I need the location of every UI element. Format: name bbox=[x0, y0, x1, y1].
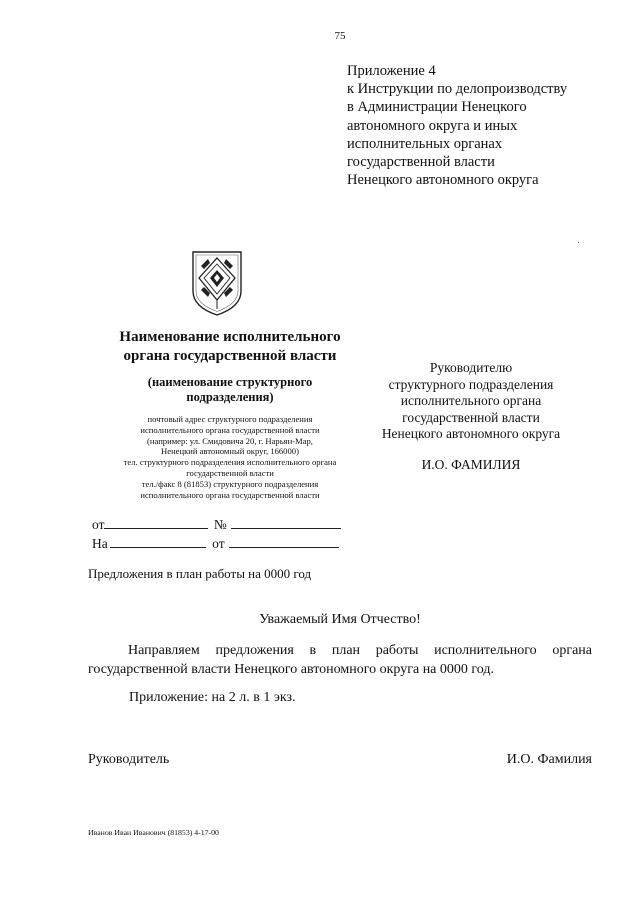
reference-number-blank bbox=[110, 535, 206, 548]
address-line: государственной власти bbox=[186, 467, 274, 478]
address-line: исполнительного органа государственной власти bbox=[140, 489, 320, 500]
appendix-line: в Администрации Ненецкого bbox=[347, 99, 527, 116]
subdivision-name-line: (наименование структурного bbox=[147, 375, 313, 389]
letter-body: Направляем предложения в план работы исполнительного органа государственной власти Ненецкого автономного округа на 0000 год. bbox=[88, 643, 592, 677]
address-line: тел./факс 8 (81853) структурного подразделения bbox=[141, 478, 319, 489]
number-blank bbox=[231, 516, 341, 529]
sender-address-block bbox=[80, 414, 380, 500]
reference-from-label: от bbox=[212, 536, 225, 551]
subdivision-name-line: подразделения) bbox=[186, 390, 274, 404]
appendix-line: к Инструкции по делопроизводству bbox=[347, 81, 568, 98]
signature-name: И.О. Фамилия bbox=[506, 752, 592, 767]
recipient-line: Руководителю bbox=[429, 360, 513, 375]
organization-name bbox=[80, 328, 380, 365]
reference-date-blank bbox=[229, 535, 339, 548]
appendix-line: исполнительных органах bbox=[347, 135, 503, 152]
address-line: тел. структурного подразделения исполнительного органа bbox=[123, 457, 337, 468]
appendix-line: Ненецкого автономного округа bbox=[347, 172, 539, 189]
recipient-line: исполнительного органа bbox=[400, 393, 542, 409]
coat-of-arms-icon bbox=[190, 249, 244, 317]
organization-name-line: органа государственной власти bbox=[123, 347, 337, 364]
signature-title: Руководитель bbox=[88, 752, 170, 767]
subdivision-name bbox=[80, 375, 380, 405]
appendix-line: Приложение 4 bbox=[347, 63, 436, 79]
reference-label: На bbox=[92, 536, 108, 551]
appendix-line: государственной власти bbox=[347, 154, 495, 171]
recipient-line: структурного подразделения bbox=[388, 376, 554, 392]
registration-line-outgoing bbox=[92, 516, 341, 533]
letter-attachment: Приложение: на 2 л. в 1 экз. bbox=[129, 690, 296, 705]
registration-line-reference bbox=[92, 535, 339, 552]
recipient-line: государственной власти bbox=[402, 409, 540, 425]
appendix-reference bbox=[347, 62, 637, 189]
address-line: почтовый адрес структурного подразделения bbox=[147, 414, 313, 424]
recipient-line: Ненецкого автономного округа bbox=[381, 426, 561, 442]
number-label: № bbox=[213, 517, 227, 532]
date-blank bbox=[104, 516, 208, 529]
address-line: исполнительного органа государственной власти bbox=[140, 424, 320, 435]
organization-name-line: Наименование исполнительного bbox=[119, 329, 341, 345]
recipient-block bbox=[360, 360, 582, 443]
letter-subject: Предложения в план работы на 0000 год bbox=[88, 566, 312, 581]
letter-greeting: Уважаемый Имя Отчество! bbox=[259, 612, 421, 627]
address-line: Ненецкий автономный округ, 166000) bbox=[161, 446, 299, 457]
executor-contact: Иванов Иван Иванович (81853) 4-17-00 bbox=[88, 828, 219, 837]
appendix-line: автономного округа и иных bbox=[347, 117, 518, 134]
page-number: 75 bbox=[334, 30, 346, 42]
scan-speck bbox=[578, 242, 579, 243]
address-line: (например: ул. Смидовича 20, г. Нарьян-Мар, bbox=[147, 435, 313, 446]
recipient-name: И.О. ФАМИЛИЯ bbox=[421, 457, 521, 472]
from-label: от bbox=[92, 517, 105, 532]
